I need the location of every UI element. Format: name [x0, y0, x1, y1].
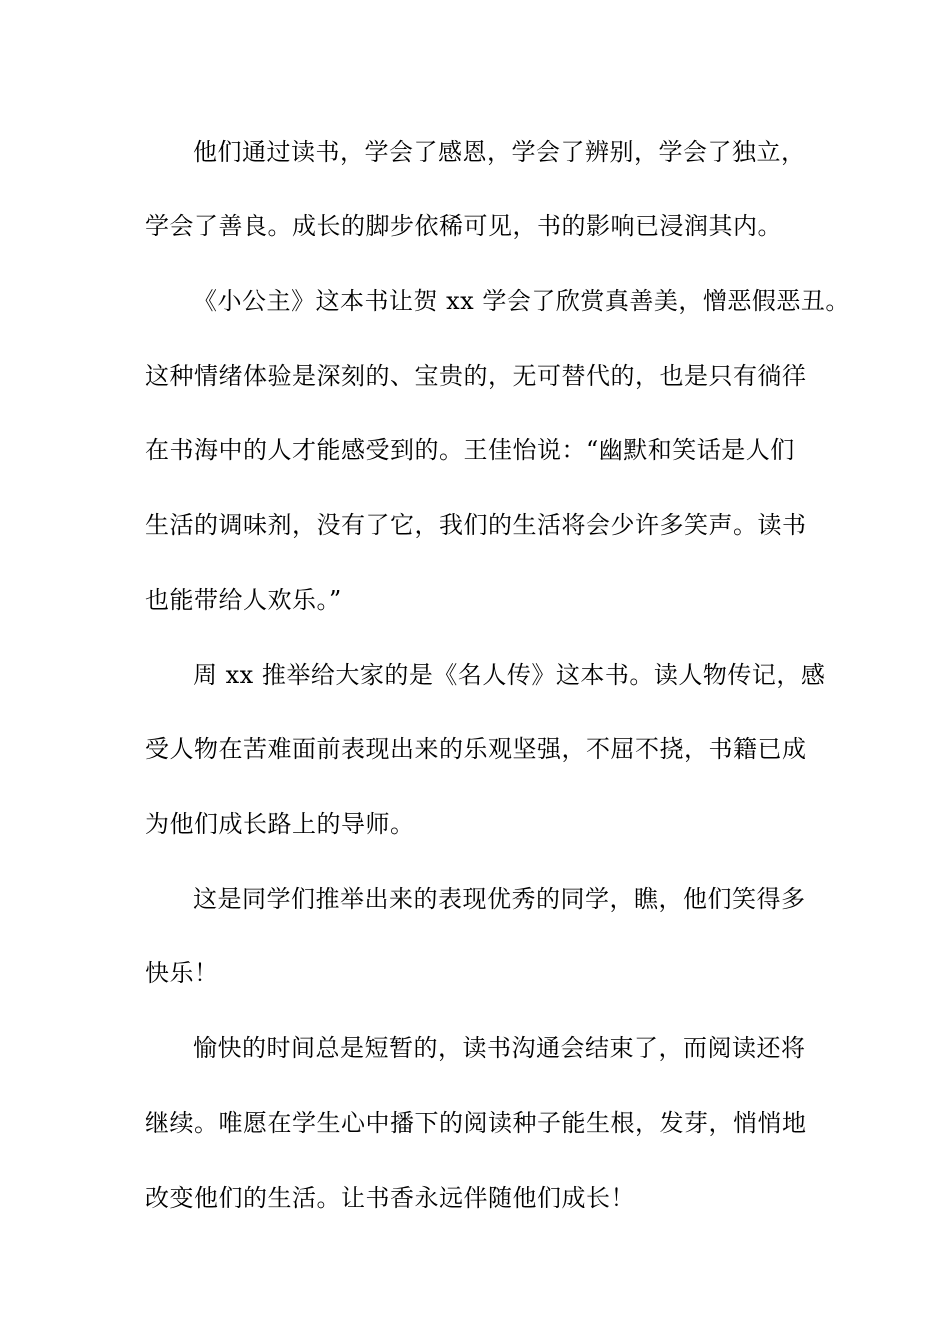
paragraph-3-line-2: 受人物在苦难面前表现出来的乐观坚强，不屈不挠，书籍已成 — [145, 735, 807, 763]
paragraph-2-line-4: 生活的调味剂，没有了它，我们的生活将会少许多笑声。读书 — [145, 511, 807, 539]
paragraph-1-line-2: 学会了善良。成长的脚步依稀可见，书的影响已浸润其内。 — [145, 212, 782, 240]
paragraph-3-line-3: 为他们成长路上的导师。 — [145, 810, 415, 838]
paragraph-2-line-3: 在书海中的人才能感受到的。王佳怡说：“幽默和笑话是人们 — [145, 436, 795, 464]
paragraph-2-line-1: 《小公主》这本书让贺 xx 学会了欣赏真善美，憎恶假恶丑。 — [193, 287, 850, 315]
paragraph-3-line-1: 周 xx 推举给大家的是《名人传》这本书。读人物传记，感 — [193, 661, 826, 689]
paragraph-5-line-1: 愉快的时间总是短暂的，读书沟通会结束了，而阅读还将 — [193, 1034, 806, 1062]
paragraph-4-line-1: 这是同学们推举出来的表现优秀的同学，瞧，他们笑得多 — [193, 885, 806, 913]
paragraph-4-line-2: 快乐！ — [145, 959, 219, 987]
paragraph-1-line-1: 他们通过读书，学会了感恩，学会了辨别，学会了独立， — [193, 138, 806, 166]
paragraph-2-line-2: 这种情绪体验是深刻的、宝贵的，无可替代的，也是只有徜徉 — [145, 362, 807, 390]
paragraph-5-line-2: 继续。唯愿在学生心中播下的阅读种子能生根，发芽，悄悄地 — [145, 1109, 807, 1137]
paragraph-5-line-3: 改变他们的生活。让书香永远伴随他们成长！ — [145, 1184, 635, 1212]
paragraph-2-line-5: 也能带给人欢乐。” — [145, 586, 342, 614]
